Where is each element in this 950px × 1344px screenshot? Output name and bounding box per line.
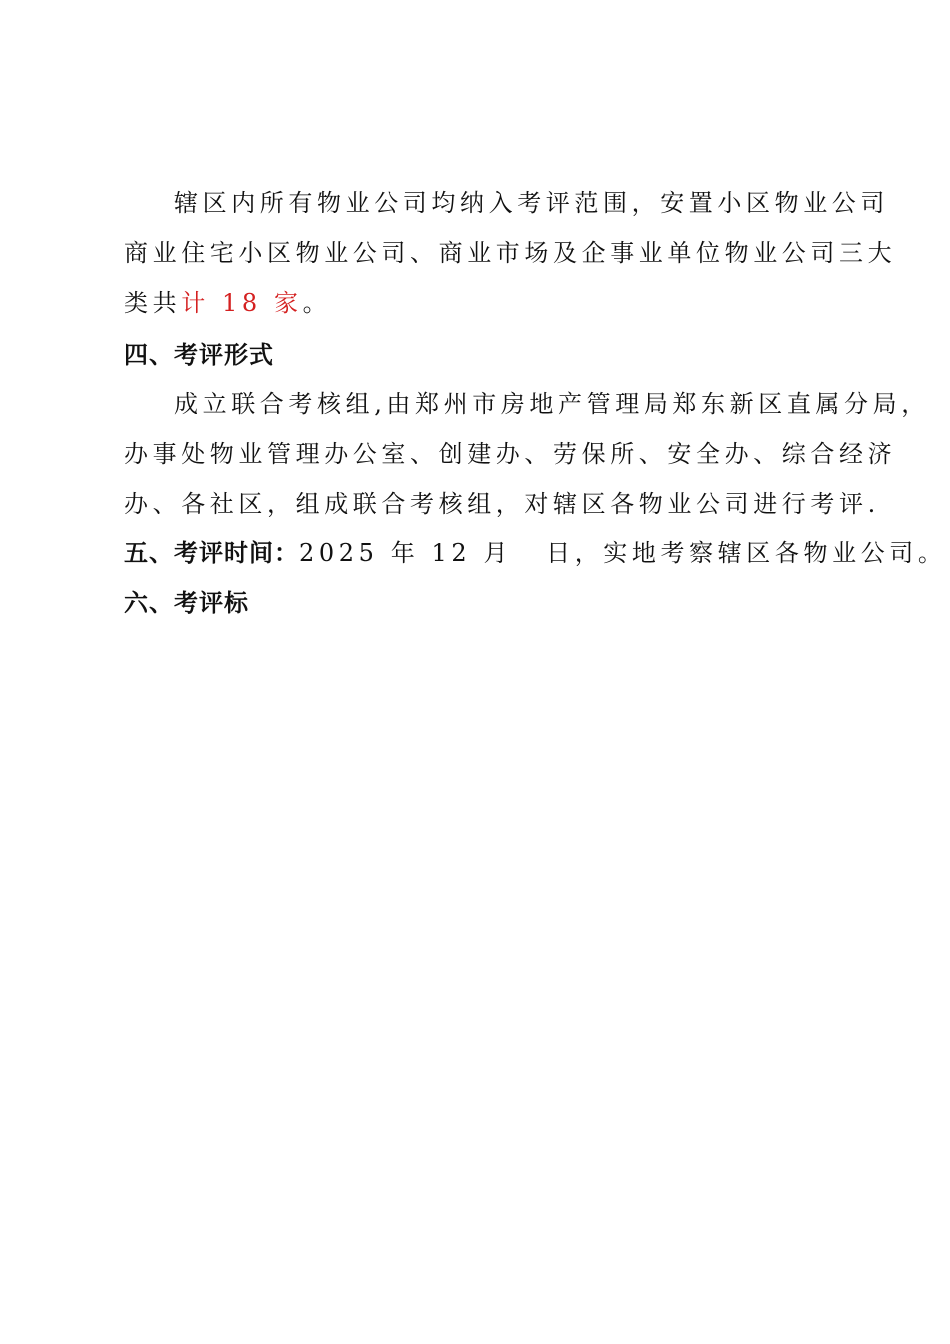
section-heading-evaluation-standard: 六、考评标	[124, 589, 249, 617]
evaluation-date-rest: 日，实地考察辖区各物业公司。	[546, 539, 947, 567]
section-evaluation-time	[124, 535, 947, 571]
evaluation-date: 2025 年 12 月	[299, 539, 513, 567]
form-paragraph-line-3: 办、各社区，组成联合考核组，对辖区各物业公司进行考评.	[124, 490, 880, 518]
scope-paragraph-line-1: 辖区内所有物业公司均纳入考评范围，安置小区物业公司	[174, 189, 889, 217]
scope-count-suffix: 。	[302, 289, 332, 317]
scope-paragraph-line-2: 商业住宅小区物业公司、商业市场及企事业单位物业公司三大	[124, 239, 897, 267]
scope-paragraph-line-3	[124, 285, 331, 321]
scope-count-highlight: 计 18 家	[181, 289, 303, 317]
scope-count-prefix: 类共	[124, 289, 182, 317]
section-heading-evaluation-time: 五、考评时间：	[124, 539, 299, 567]
section-heading-evaluation-form: 四、考评形式	[124, 341, 274, 369]
form-paragraph-line-2: 办事处物业管理办公室、创建办、劳保所、安全办、综合经济	[124, 440, 897, 468]
form-paragraph-line-1: 成立联合考核组,由郑州市房地产管理局郑东新区直属分局，	[174, 390, 930, 418]
